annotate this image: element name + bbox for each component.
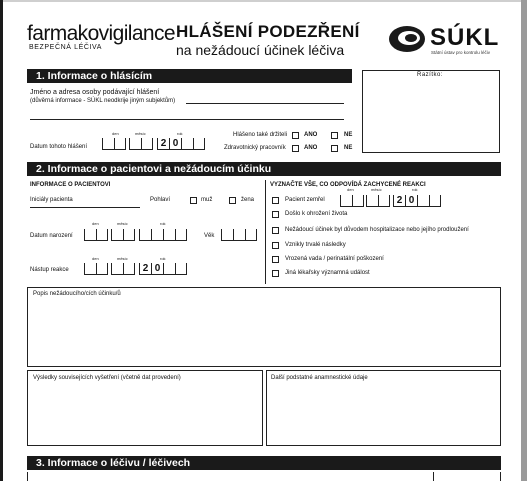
form-title: HLÁŠENÍ PODEZŘENÍ: [176, 22, 360, 41]
sukl-wordmark: SÚKL: [430, 24, 500, 51]
outcome-checkbox[interactable]: [272, 211, 279, 218]
health-worker-yes-checkbox[interactable]: [292, 145, 299, 152]
outcome-checkbox[interactable]: [272, 242, 279, 249]
year-digit: 2: [157, 138, 169, 150]
section-1-header: 1. Informace o hlásícím: [27, 69, 352, 83]
died-year[interactable]: [393, 195, 441, 207]
reaction-description-label: Popis nežádoucího/cích účinku/ů: [33, 291, 121, 297]
no-label: NE: [344, 132, 353, 138]
yes-label: ANO: [304, 145, 318, 151]
sex-male-checkbox[interactable]: [190, 197, 197, 204]
section-3-body: [27, 472, 501, 481]
dob-label: Datum narození: [30, 233, 73, 239]
year-label: rok: [177, 131, 183, 136]
page-top-edge: [0, 0, 527, 2]
report-date-day[interactable]: [102, 138, 126, 150]
section-3-divider: [433, 472, 434, 481]
age-input[interactable]: [221, 229, 257, 241]
outcome-checkbox[interactable]: [272, 256, 279, 263]
year-digit: 0: [405, 195, 417, 207]
died-month[interactable]: [366, 195, 390, 207]
column-divider: [265, 180, 266, 284]
patient-info-heading: INFORMACE O PACIENTOVI: [30, 182, 111, 188]
day-label: den: [112, 131, 119, 136]
reaction-description-box[interactable]: [27, 287, 501, 367]
year-digit: 0: [151, 263, 163, 275]
died-day[interactable]: [340, 195, 364, 207]
outcome-label: Jiná lékařsky významná událost: [285, 270, 370, 276]
year-label: rok: [160, 221, 166, 226]
section-3-header: 3. Informace o léčivu / léčivech: [27, 456, 501, 470]
no-label: NE: [344, 145, 353, 151]
year-digit: 2: [139, 263, 151, 275]
stamp-label: Razítko:: [417, 72, 444, 78]
day-label: den: [92, 221, 99, 226]
month-label: měsíc: [135, 131, 146, 136]
also-holder-label: Hlášeno také držiteli: [233, 132, 288, 138]
patient-died-label: Pacient zemřel: [285, 197, 325, 203]
sukl-subtitle: Státní ústav pro kontrolu léčiv: [431, 50, 491, 55]
year-label: rok: [160, 256, 166, 261]
form-subtitle: na nežádoucí účinek léčiva: [176, 42, 345, 58]
outcome-checkbox[interactable]: [272, 270, 279, 277]
logo-subtitle: BEZPEČNÁ LÉČIVA: [29, 44, 103, 51]
anamnesis-label: Další podstatné anamnestické údaje: [271, 375, 368, 381]
sex-label: Pohlaví: [150, 197, 171, 203]
month-label: měsíc: [117, 256, 128, 261]
anamnesis-box[interactable]: [266, 370, 501, 446]
page-left-edge: [0, 0, 3, 481]
outcome-label: Nežádoucí účinek byl důvodem hospitalizace nebo jejího prodloužení: [285, 227, 469, 233]
test-results-box[interactable]: [27, 370, 263, 446]
also-holder-yes-checkbox[interactable]: [292, 132, 299, 139]
month-label: měsíc: [117, 221, 128, 226]
test-results-label: Výsledky souvisejících vyšetření (včetně dat provedení): [33, 375, 181, 381]
report-date-label: Datum tohoto hlášení: [30, 144, 88, 150]
year-label: rok: [412, 187, 418, 192]
year-digit: 2: [393, 195, 405, 207]
outcome-label: Vrozená vada / perinatální poškození: [285, 256, 384, 262]
sukl-emblem-icon: [388, 24, 428, 54]
year-digit: 0: [169, 138, 181, 150]
sex-female-checkbox[interactable]: [229, 197, 236, 204]
female-label: žena: [241, 197, 255, 203]
report-date-month[interactable]: [129, 138, 153, 150]
outcome-checkbox[interactable]: [272, 227, 279, 234]
initials-input-line[interactable]: [30, 207, 140, 208]
day-label: den: [347, 187, 354, 192]
outcome-label: Došlo k ohrožení života: [285, 211, 348, 217]
dob-month[interactable]: [111, 229, 135, 241]
reporter-label: Jméno a adresa osoby podávající hlášení: [30, 89, 160, 96]
health-worker-no-checkbox[interactable]: [331, 145, 338, 152]
patient-died-checkbox[interactable]: [272, 197, 279, 204]
dob-year[interactable]: [139, 229, 187, 241]
onset-year[interactable]: [139, 263, 187, 275]
outcome-heading: VYZNAČTE VŠE, CO ODPOVÍDÁ ZACHYCENÉ REAKCI: [270, 182, 426, 188]
health-worker-label: Zdravotnický pracovník: [224, 145, 286, 151]
age-label: Věk: [204, 233, 215, 239]
outcome-label: Vznikly trvalé následky: [285, 242, 346, 248]
reporter-input-line-1[interactable]: [186, 103, 344, 104]
section-2-header: 2. Informace o pacientovi a nežádoucím účinku: [27, 162, 501, 176]
onset-label: Nástup reakce: [30, 267, 69, 273]
onset-day[interactable]: [84, 263, 108, 275]
yes-label: ANO: [304, 132, 318, 138]
report-date-year[interactable]: [157, 138, 205, 150]
dob-day[interactable]: [84, 229, 108, 241]
day-label: den: [92, 256, 99, 261]
stamp-box[interactable]: [362, 70, 500, 153]
month-label: měsíc: [371, 187, 382, 192]
onset-month[interactable]: [111, 263, 135, 275]
farmakovigilance-logo: farmakovigilance: [27, 22, 175, 45]
page-right-edge: [521, 0, 527, 481]
male-label: muž: [201, 197, 213, 203]
reporter-input-line-2[interactable]: [30, 119, 344, 120]
initials-label: Iniciály pacienta: [30, 197, 73, 203]
also-holder-no-checkbox[interactable]: [331, 132, 338, 139]
reporter-note: (důvěrná informace - SÚKL neodkrije jiným subjektům): [30, 98, 176, 104]
